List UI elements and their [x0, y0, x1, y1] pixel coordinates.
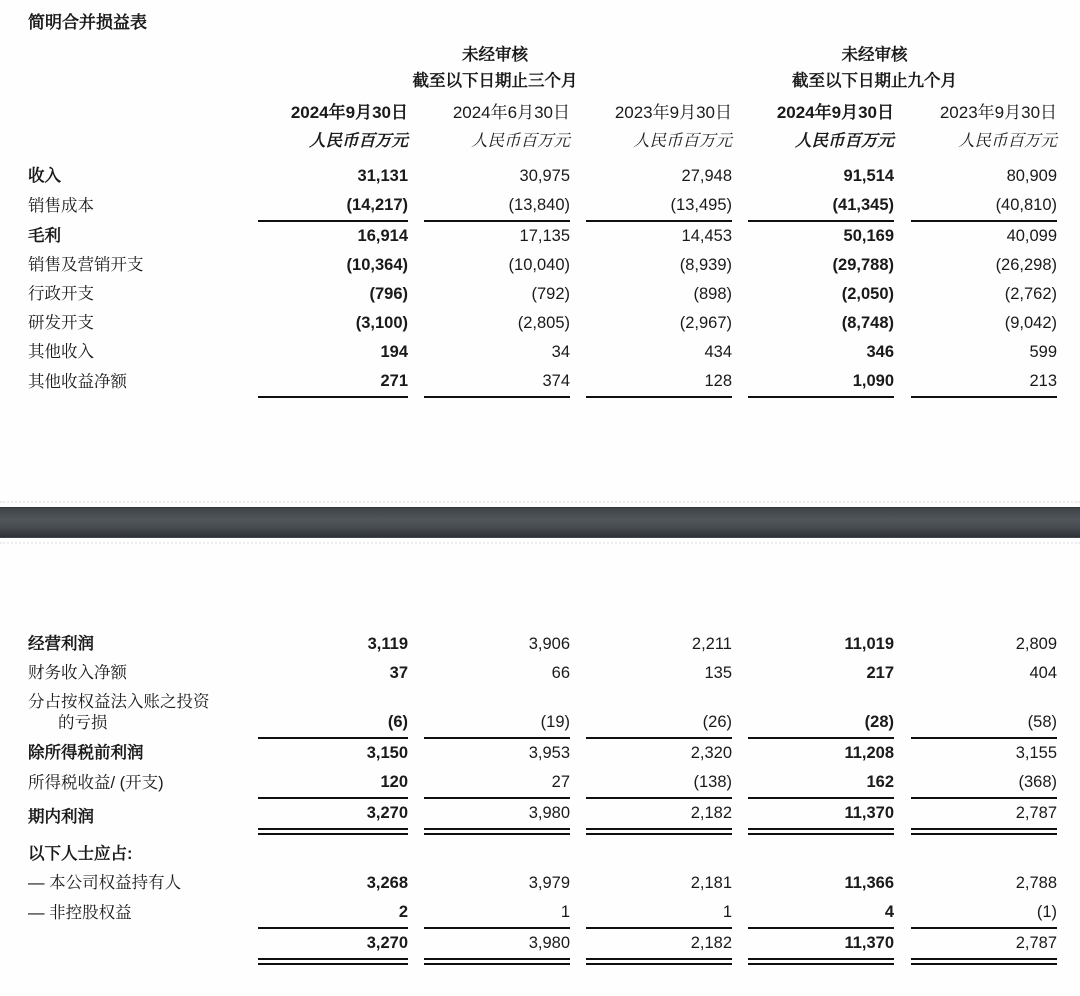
table-row-gross-profit	[28, 221, 1057, 251]
column-date: 2023年9月30日	[939, 103, 1058, 122]
spacer	[28, 40, 258, 94]
spacer	[570, 221, 586, 251]
row-label: 财务收入净额	[28, 664, 127, 682]
spacer	[894, 832, 911, 869]
spacer	[570, 367, 586, 397]
spacer	[408, 162, 424, 191]
cell: (2,762)	[1004, 285, 1058, 303]
cell: (2,967)	[679, 314, 732, 332]
spacer	[408, 309, 424, 338]
spacer	[570, 309, 586, 338]
spacer	[570, 738, 586, 768]
column-unit: 人民币百万元	[633, 132, 732, 150]
spacer	[408, 251, 424, 280]
table-row-cost-of-sales	[28, 191, 1057, 221]
cell: 3,906	[528, 635, 570, 653]
cell: (13,495)	[586, 191, 732, 221]
table-row-admin-expenses	[28, 280, 1057, 309]
cell: (13,840)	[424, 191, 570, 221]
cell: 50,169	[843, 227, 894, 245]
date-header-row	[28, 94, 1057, 127]
spacer	[894, 162, 911, 191]
row-label: 期内利润	[28, 807, 94, 826]
cell: (3,100)	[355, 314, 408, 332]
spacer	[732, 630, 748, 659]
cell	[911, 832, 1057, 869]
group-header-nine-months	[748, 40, 1057, 94]
spacer	[570, 127, 586, 162]
cell: 80,909	[1006, 167, 1058, 185]
cell: 162	[748, 768, 894, 798]
cell: 434	[704, 343, 732, 361]
spacer	[894, 898, 911, 928]
cell: 14,453	[681, 227, 732, 245]
cell: 3,980	[424, 798, 570, 832]
cell: 2	[258, 898, 408, 928]
group-header-three-months	[258, 40, 732, 94]
table-row-share-of-losses-equity-method	[28, 688, 1057, 738]
cell: (40,810)	[911, 191, 1057, 221]
table-row-income-tax	[28, 768, 1057, 798]
audit-status-label: 未经审核	[462, 46, 528, 64]
row-label: 收入	[28, 167, 61, 185]
row-label: 以下人士应占:	[28, 844, 133, 863]
spacer	[894, 338, 911, 367]
page-edge-dotted-line	[0, 542, 1080, 544]
spacer	[894, 630, 911, 659]
column-unit: 人民币百万元	[309, 132, 408, 150]
income-statement-table-bottom	[28, 630, 1057, 965]
spacer	[408, 832, 424, 869]
page-title: 简明合并损益表	[28, 13, 147, 32]
spacer	[408, 630, 424, 659]
cell: 404	[1029, 664, 1057, 682]
audit-status-label: 未经审核	[841, 46, 908, 64]
spacer	[570, 630, 586, 659]
cell: 17,135	[519, 227, 570, 245]
cell: 11,370	[748, 798, 894, 832]
spacer	[732, 898, 748, 928]
spacer	[894, 768, 911, 798]
cell: (8,939)	[679, 256, 732, 274]
column-unit: 人民币百万元	[958, 132, 1058, 150]
page-break-separator	[0, 501, 1080, 544]
table-row-equity-holders	[28, 869, 1057, 898]
cell: (41,345)	[748, 191, 894, 221]
cell: 31,131	[357, 167, 408, 185]
spacer	[894, 738, 911, 768]
table-row-profit-before-tax	[28, 738, 1057, 768]
cell: 2,809	[1015, 635, 1057, 653]
cell: 37	[389, 664, 408, 682]
spacer	[732, 221, 748, 251]
page-edge-dotted-line	[0, 501, 1080, 503]
spacer	[28, 127, 258, 162]
spacer	[894, 251, 911, 280]
spacer	[570, 338, 586, 367]
header-group-row	[28, 40, 1057, 94]
cell: (368)	[911, 768, 1057, 798]
spacer	[570, 162, 586, 191]
row-label: 所得税收益/ (开支)	[28, 774, 164, 792]
cell: (138)	[586, 768, 732, 798]
cell: 2,182	[586, 928, 732, 962]
cell: 1	[424, 898, 570, 928]
spacer	[408, 688, 424, 738]
spacer	[894, 367, 911, 397]
cell: 2,211	[691, 635, 732, 653]
cell: (6)	[258, 688, 408, 738]
table-row-selling-marketing	[28, 251, 1057, 280]
row-label: 经营利润	[28, 635, 94, 653]
spacer	[732, 832, 748, 869]
spacer	[408, 798, 424, 832]
column-unit: 人民币百万元	[795, 132, 894, 150]
table-row-attributable-to	[28, 832, 1057, 869]
cell: (2,050)	[841, 285, 894, 303]
cell: 27	[424, 768, 570, 798]
row-label	[28, 928, 258, 962]
cell: 2,787	[911, 798, 1057, 832]
cell: 2,320	[690, 744, 732, 762]
spacer	[570, 688, 586, 738]
table-row-other-gains-net	[28, 367, 1057, 397]
cell: 271	[258, 367, 408, 397]
spacer	[408, 898, 424, 928]
row-label: — 本公司权益持有人	[28, 873, 182, 892]
spacer	[408, 869, 424, 898]
cell: (26,298)	[995, 256, 1058, 274]
spacer	[732, 94, 748, 127]
cell: 3,270	[258, 928, 408, 962]
column-date: 2024年6月30日	[452, 103, 570, 122]
spacer	[732, 659, 748, 688]
cell: 217	[866, 664, 894, 682]
income-statement-table-top	[28, 40, 1057, 398]
cell: (1)	[911, 898, 1057, 928]
cell: 3,119	[367, 635, 408, 653]
table-row-finance-income-net	[28, 659, 1057, 688]
spacer	[28, 94, 258, 127]
spacer	[732, 367, 748, 397]
cell: 2,788	[1015, 873, 1057, 892]
cell: (9,042)	[1004, 314, 1058, 332]
cell: 27,948	[681, 167, 732, 185]
cell: 11,370	[748, 928, 894, 962]
cell: 11,366	[844, 873, 894, 892]
spacer	[408, 127, 424, 162]
row-label: 毛利	[28, 227, 61, 245]
cell: (792)	[531, 285, 570, 303]
table-row-rd-expenses	[28, 309, 1057, 338]
spacer	[894, 928, 911, 962]
spacer	[732, 127, 748, 162]
row-label	[28, 688, 258, 738]
spacer	[408, 221, 424, 251]
spacer	[408, 338, 424, 367]
spacer	[408, 191, 424, 221]
row-label: 销售及营销开支	[28, 256, 144, 274]
spacer	[732, 162, 748, 191]
cell: (29,788)	[832, 256, 894, 274]
spacer	[894, 127, 911, 162]
cell: (796)	[369, 285, 408, 303]
cell: 2,181	[690, 873, 732, 892]
spacer	[570, 798, 586, 832]
cell: 34	[551, 343, 570, 361]
spacer	[732, 191, 748, 221]
cell: 194	[380, 343, 408, 361]
cell: 3,155	[1015, 744, 1057, 762]
spacer	[894, 221, 911, 251]
row-label: 研发开支	[28, 314, 94, 332]
cell: 1,090	[748, 367, 894, 397]
row-label: 销售成本	[28, 197, 94, 215]
cell: 4	[748, 898, 894, 928]
spacer	[408, 367, 424, 397]
cell: 599	[1029, 343, 1058, 361]
column-date: 2024年9月30日	[290, 103, 408, 122]
spacer	[570, 191, 586, 221]
cell: (19)	[424, 688, 570, 738]
period-label: 截至以下日期止三个月	[412, 72, 578, 90]
spacer	[894, 688, 911, 738]
spacer	[732, 338, 748, 367]
row-label-line1: 分占按权益法入账之投资	[28, 693, 210, 711]
spacer	[570, 898, 586, 928]
cell	[748, 832, 894, 869]
spacer	[732, 309, 748, 338]
cell: 11,019	[844, 635, 894, 653]
spacer	[408, 659, 424, 688]
table-row-revenue	[28, 162, 1057, 191]
spacer	[894, 869, 911, 898]
spacer	[732, 738, 748, 768]
spacer	[732, 688, 748, 738]
cell: 66	[551, 664, 570, 682]
row-label: 其他收入	[28, 343, 94, 361]
cell: (898)	[693, 285, 732, 303]
spacer	[894, 94, 911, 127]
cell: 3,270	[258, 798, 408, 832]
spacer	[894, 309, 911, 338]
cell	[586, 832, 732, 869]
cell: (14,217)	[258, 191, 408, 221]
cell: (26)	[586, 688, 732, 738]
spacer	[732, 798, 748, 832]
spacer	[732, 251, 748, 280]
row-label-line2: 的亏损	[58, 714, 108, 732]
spacer	[570, 280, 586, 309]
row-label: 行政开支	[28, 285, 94, 303]
cell: 11,208	[844, 744, 894, 762]
table-row-operating-profit	[28, 630, 1057, 659]
spacer	[408, 928, 424, 962]
cell	[424, 832, 570, 869]
cell: 3,979	[528, 873, 570, 892]
cell: (10,040)	[508, 256, 570, 274]
cell: 30,975	[519, 167, 570, 185]
row-label: — 非控股权益	[28, 903, 132, 922]
spacer	[894, 191, 911, 221]
column-date: 2024年9月30日	[776, 103, 894, 122]
cell: 128	[586, 367, 732, 397]
unit-header-row	[28, 127, 1057, 162]
spacer	[732, 40, 748, 94]
cell: 1	[586, 898, 732, 928]
cell: 3,150	[366, 744, 408, 762]
cell: 16,914	[357, 227, 408, 245]
cell: (8,748)	[841, 314, 894, 332]
column-unit: 人民币百万元	[471, 132, 570, 150]
spacer	[732, 928, 748, 962]
cell: 374	[424, 367, 570, 397]
cell: 2,787	[911, 928, 1057, 962]
cell: (58)	[911, 688, 1057, 738]
row-label: 除所得税前利润	[28, 744, 144, 762]
cell	[258, 832, 408, 869]
cell: 120	[258, 768, 408, 798]
spacer	[570, 659, 586, 688]
column-date: 2023年9月30日	[614, 103, 732, 122]
spacer	[570, 251, 586, 280]
page-break-band	[0, 507, 1080, 538]
cell: (10,364)	[346, 256, 408, 274]
spacer	[570, 94, 586, 127]
spacer	[894, 798, 911, 832]
spacer	[408, 94, 424, 127]
cell: 3,980	[424, 928, 570, 962]
table-row-other-income	[28, 338, 1057, 367]
period-label: 截至以下日期止九个月	[792, 72, 958, 90]
table-row-total-attributable	[28, 928, 1057, 962]
spacer	[408, 280, 424, 309]
cell: 3,953	[528, 744, 570, 762]
cell: (28)	[748, 688, 894, 738]
spacer	[570, 928, 586, 962]
spacer	[732, 768, 748, 798]
spacer	[570, 832, 586, 869]
spacer	[408, 768, 424, 798]
row-label: 其他收益净额	[28, 373, 127, 391]
cell: 3,268	[366, 873, 408, 892]
cell: 91,514	[843, 167, 894, 185]
cell: 346	[866, 343, 894, 361]
spacer	[570, 768, 586, 798]
spacer	[732, 869, 748, 898]
cell: 2,182	[586, 798, 732, 832]
spacer	[732, 280, 748, 309]
cell: (2,805)	[517, 314, 570, 332]
spacer	[408, 738, 424, 768]
spacer	[894, 280, 911, 309]
cell: 213	[911, 367, 1057, 397]
table-row-profit-for-period	[28, 798, 1057, 832]
cell: 135	[704, 664, 732, 682]
table-row-non-controlling-interests	[28, 898, 1057, 928]
spacer	[894, 659, 911, 688]
cell: 40,099	[1006, 227, 1058, 245]
spacer	[570, 869, 586, 898]
